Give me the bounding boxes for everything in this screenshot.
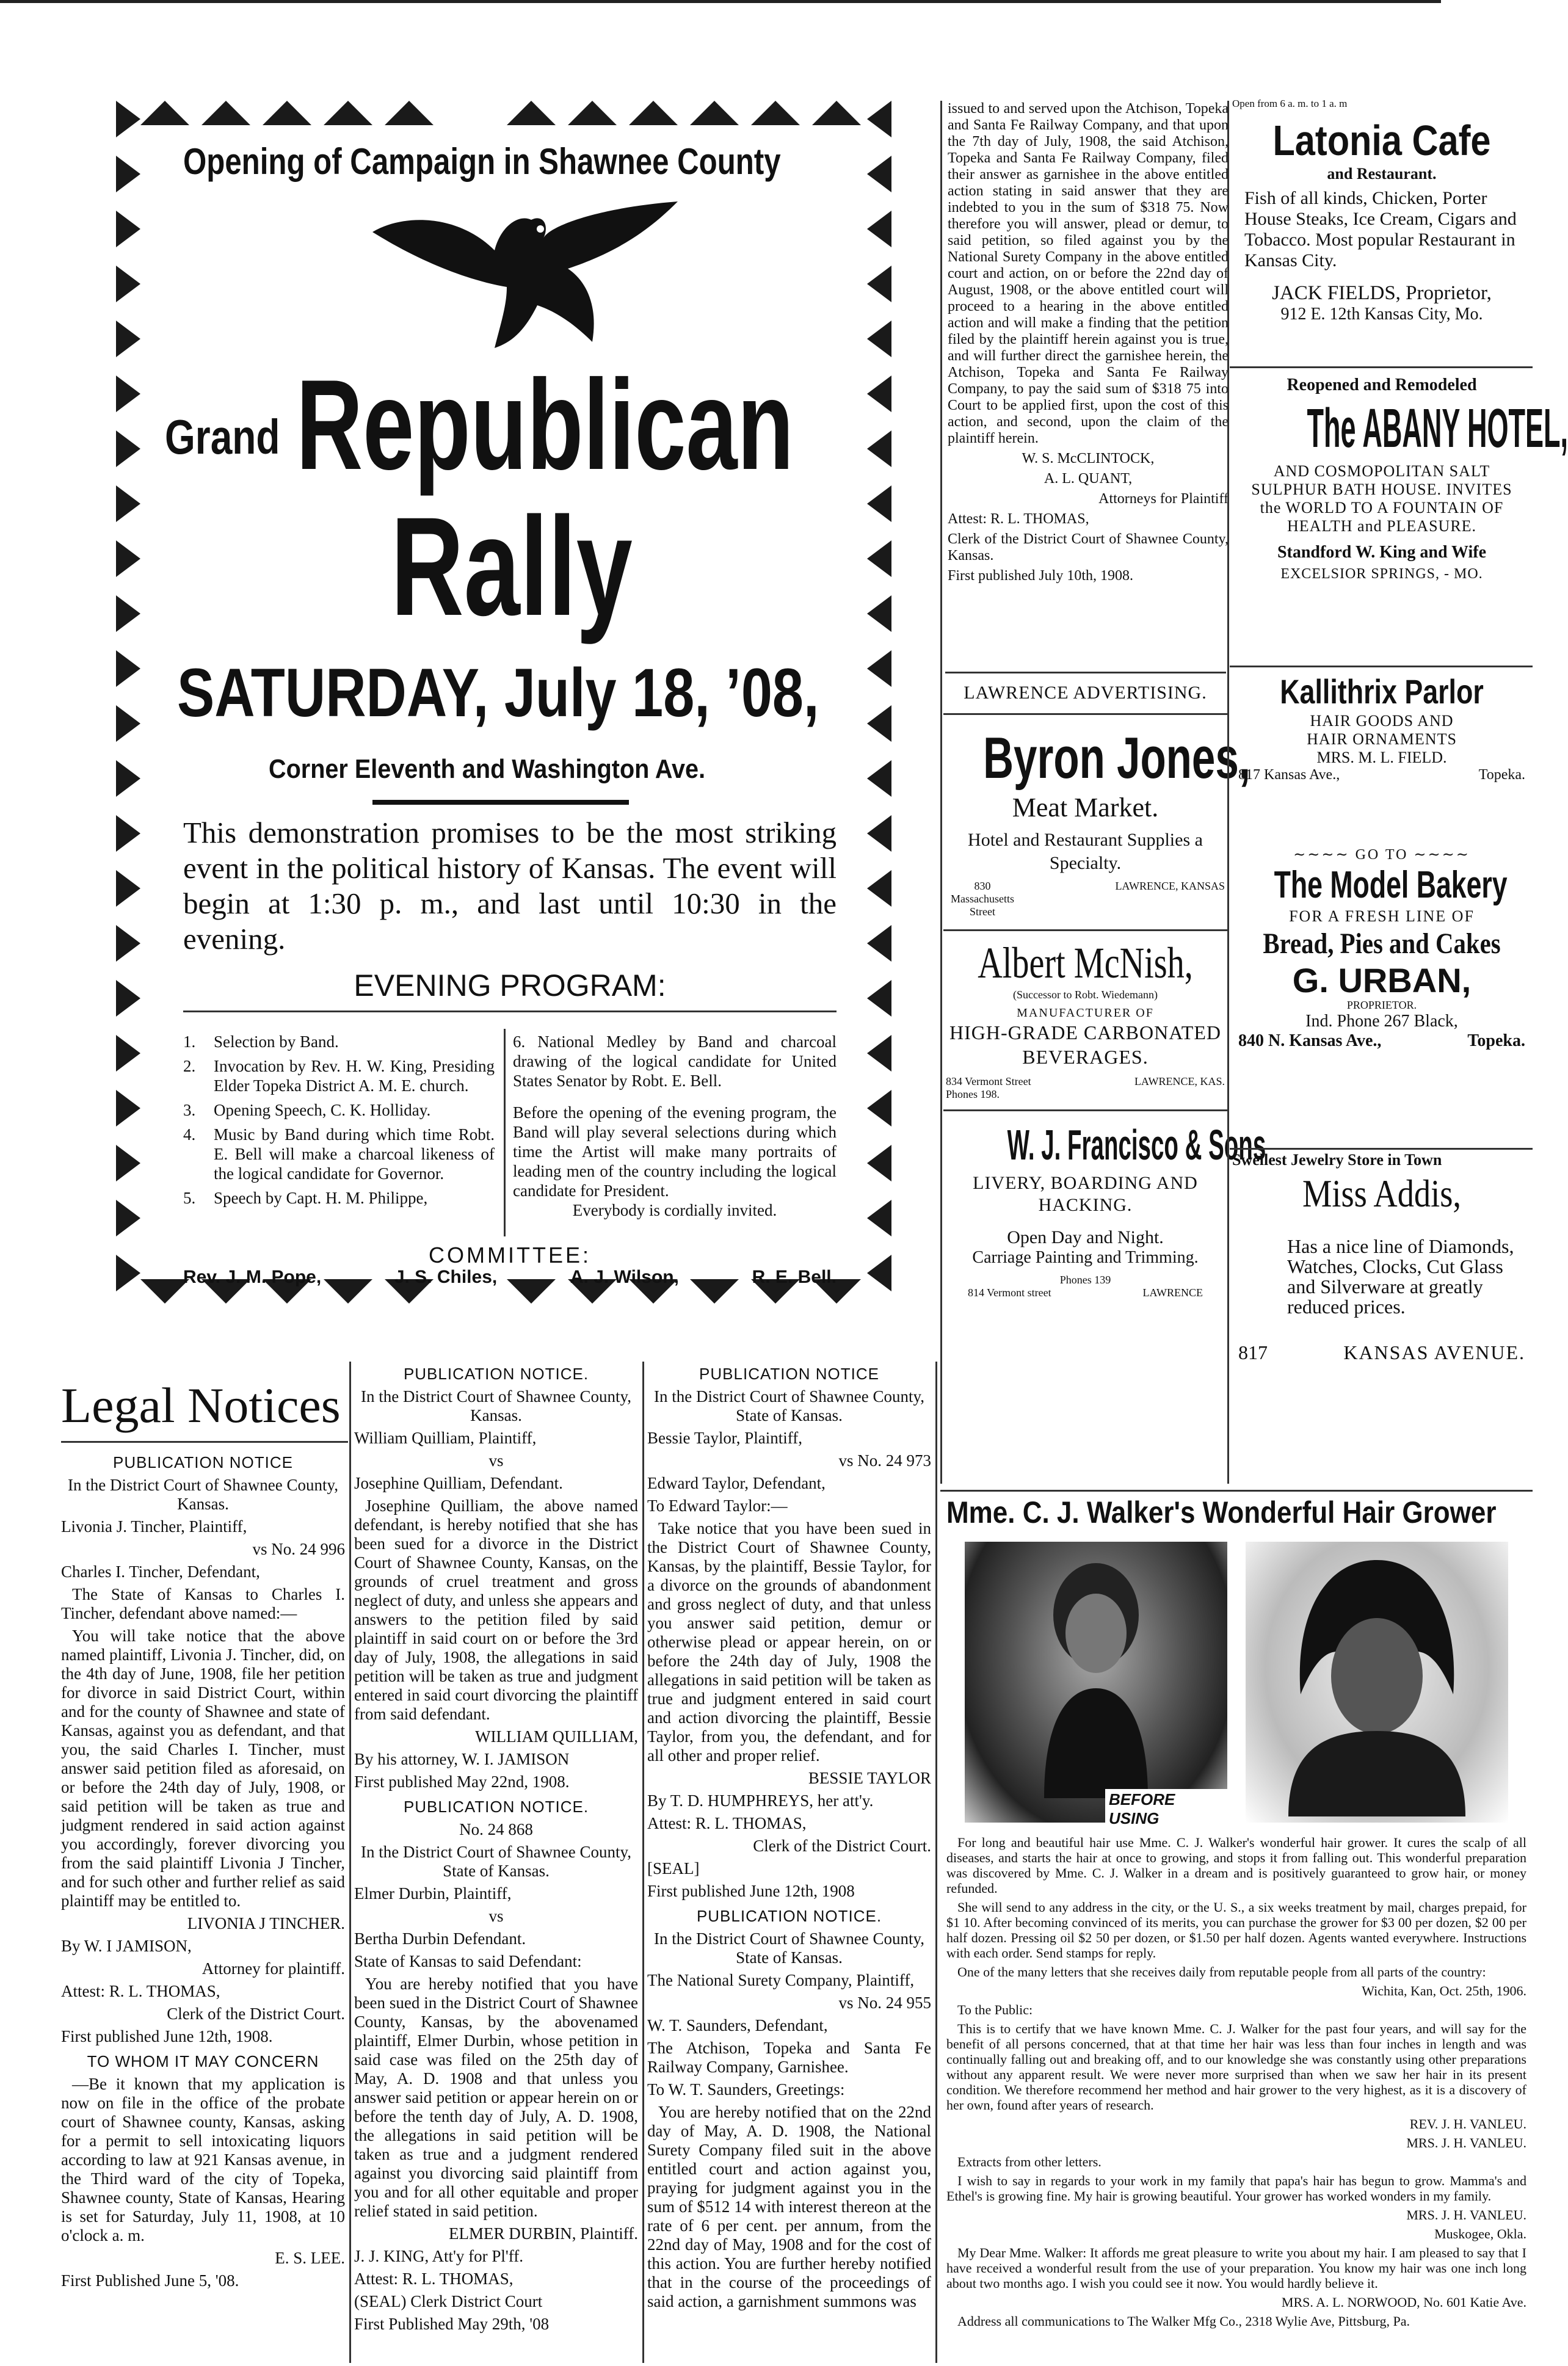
notice-text: Josephine Quilliam, the above named defendant, is hereby notified that she has been sued for a divorce in the District Court of Shawnee County, Kansas, on the grounds of cruel treatment and gross neglect of duty, and unless she appears and answers to the petition filed by said plaintiff in said court on or before the 3rd day of July, 1908, the allegations in said petition will be taken as true and judgment entered in said court divorcing the plaintiff from said defendant. bbox=[354, 1497, 638, 1723]
walker-before-label: BEFORE USING bbox=[1105, 1789, 1227, 1829]
abany-proprietor: Standford W. King and Wife bbox=[1277, 543, 1487, 562]
lawrence-header: LAWRENCE ADVERTISING. bbox=[964, 683, 1207, 703]
addis-street: KANSAS AVENUE. bbox=[1343, 1341, 1525, 1363]
rally-headline: Opening of Campaign in Shawnee County bbox=[183, 141, 781, 182]
eagle-icon bbox=[366, 189, 684, 354]
walker-paragraph: My Dear Mme. Walker: It affords me great pleasure to write you about my hair. I am pleased to say that I have received a wonderful result from the use of your preparation. You know my hair was one inch long about two months ago. I wish you could see it now. You would hardly believe it. bbox=[946, 2245, 1526, 2291]
byron-jones-sub: Hotel and Restaurant Supplies a Specialty. bbox=[968, 830, 1203, 873]
notice-text: By W. I JAMISON, bbox=[61, 1937, 192, 1955]
byron-jones-footer bbox=[943, 880, 1227, 918]
program-right-text: National Medley by Band and charcoal drawing of the logical candidate for United States Senator by Robt. E. Bell. bbox=[513, 1032, 837, 1090]
francisco-name: W. J. Francisco & Sons bbox=[1007, 1121, 1266, 1169]
kallithrix-name: Kallithrix Parlor bbox=[1280, 672, 1484, 711]
notice-heading: TO WHOM IT MAY CONCERN bbox=[87, 2052, 319, 2070]
francisco-open: Open Day and Night. bbox=[1007, 1227, 1164, 1247]
committee-member: Rev. J. M. Pope, bbox=[183, 1267, 322, 1287]
bakery-name: The Model Bakery bbox=[1274, 864, 1508, 906]
committee-member: J. S. Chiles, bbox=[394, 1267, 498, 1287]
notice-text: The Atchison, Topeka and Santa Fe Railway Company, Garnishee. bbox=[647, 2039, 931, 2076]
notice-rule bbox=[945, 672, 1226, 673]
walker-photo-before bbox=[965, 1542, 1227, 1827]
garnishee-sign3: Attorneys for Plaintiff bbox=[1098, 491, 1229, 507]
walker-paragraph: She will send to any address in the city, or the U. S., a six weeks treatment by mail, charges prepaid, for $1 10. After becoming convinced of its merits, you can purchase the grower for $3 00 per dozen, $2 00 per half dozen. Pressing oil $2 50 per dozen, or $1.50 per half dozen. Agents wanted everywhere. Instructions with each order. Send stamps for reply. bbox=[946, 1900, 1526, 1961]
walker-before-figure bbox=[1032, 1566, 1160, 1798]
bakery-goto: ∼∼∼∼ GO TO ∼∼∼∼ bbox=[1293, 847, 1470, 863]
left-eagle-border bbox=[92, 76, 159, 1316]
notice-text: In the District Court of Shawnee County, State of Kansas. bbox=[654, 1387, 924, 1424]
byron-jones-line: Meat Market. bbox=[1012, 793, 1159, 822]
rally-title: Rally bbox=[391, 488, 633, 645]
rally-location: Corner Eleventh and Washington Ave. bbox=[269, 754, 706, 784]
walker-paragraph: One of the many letters that she receives daily from reputable people from all parts of the country: bbox=[957, 1964, 1486, 1980]
notice-text: [SEAL] bbox=[647, 1859, 700, 1878]
abany-springs: EXCELSIOR SPRINGS, - MO. bbox=[1280, 566, 1483, 582]
notice-heading: PUBLICATION NOTICE. bbox=[696, 1907, 882, 1925]
walker-photo-after bbox=[1246, 1542, 1508, 1823]
mcnish-name: Albert McNish, bbox=[978, 938, 1193, 987]
notice-text: First Published May 29th, '08 bbox=[354, 2315, 550, 2333]
walker-paragraph: Extracts from other letters. bbox=[957, 2154, 1102, 2169]
addis-footer bbox=[1232, 1317, 1531, 1364]
bakery-city: Topeka. bbox=[1467, 1031, 1525, 1050]
addis-tagline: Swellest Jewelry Store in Town bbox=[1232, 1151, 1442, 1169]
notice-text: The National Surety Company, Plaintiff, bbox=[647, 1971, 915, 1989]
notice-text: WILLIAM QUILLIAM, bbox=[475, 1727, 638, 1746]
right-column-rule bbox=[1227, 101, 1229, 1484]
bakery-rule bbox=[1230, 1148, 1533, 1150]
walker-paragraph: MRS. J. H. VANLEU. bbox=[1406, 2207, 1526, 2223]
program-invite: Everybody is cordially invited. bbox=[572, 1201, 777, 1219]
notice-text: By his attorney, W. I. JAMISON bbox=[354, 1750, 570, 1768]
legal-title-rule bbox=[61, 1441, 348, 1443]
bakery-owner: G. URBAN, bbox=[1292, 961, 1472, 1000]
committee-list bbox=[183, 1267, 837, 1288]
notice-text: Elmer Durbin, Plaintiff, bbox=[354, 1884, 512, 1903]
kallithrix-city: Topeka. bbox=[1478, 767, 1525, 783]
program-item bbox=[183, 1125, 495, 1188]
program-item-num: 2. bbox=[183, 1057, 196, 1075]
legal-divider-3 bbox=[935, 1362, 937, 2363]
model-bakery-ad bbox=[1232, 846, 1531, 1090]
notice-text: William Quilliam, Plaintiff, bbox=[354, 1429, 537, 1447]
committee-title: COMMITTEE: bbox=[429, 1243, 591, 1268]
program-item-text: Opening Speech, C. K. Holliday. bbox=[214, 1101, 431, 1119]
francisco-city: LAWRENCE bbox=[1142, 1286, 1203, 1299]
abany-hotel-ad bbox=[1232, 376, 1568, 656]
program-item-text: Music by Band during which time Robt. E. Bell will make a charcoal likeness of the logical candidate for Governor. bbox=[214, 1125, 495, 1183]
center-column-rule bbox=[940, 101, 942, 1484]
abany-rule bbox=[1230, 666, 1533, 667]
walker-paragraph: MRS. A. L. NORWOOD, No. 601 Katie Ave. bbox=[1281, 2295, 1526, 2310]
latonia-proprietor: JACK FIELDS, Proprietor, bbox=[1272, 282, 1492, 304]
program-left bbox=[183, 1032, 495, 1213]
notice-text: Bessie Taylor, Plaintiff, bbox=[647, 1429, 803, 1447]
notice-heading: PUBLICATION NOTICE. bbox=[403, 1365, 589, 1383]
notice-text: ELMER DURBIN, Plaintiff. bbox=[449, 2224, 638, 2243]
mcnish-manufacturer: MANUFACTURER OF bbox=[1017, 1006, 1154, 1020]
garnishee-published: First published July 10th, 1908. bbox=[948, 568, 1134, 584]
legal-notices-title: Legal Notices bbox=[61, 1377, 341, 1433]
walker-after-figure bbox=[1288, 1554, 1465, 1816]
rally-grand: Grand bbox=[165, 410, 280, 464]
walker-paragraph: Wichita, Kan, Oct. 25th, 1906. bbox=[1362, 1983, 1526, 1998]
legal-column-3 bbox=[647, 1359, 931, 2363]
garnishee-sign2: A. L. QUANT, bbox=[1044, 471, 1133, 487]
kallithrix-line1: HAIR GOODS AND bbox=[1310, 712, 1454, 730]
bakery-fresh: FOR A FRESH LINE OF bbox=[1289, 907, 1475, 925]
latonia-and: and Restaurant. bbox=[1327, 165, 1437, 183]
abany-body: AND COSMOPOLITAN SALT SULPHUR BATH HOUSE. INVITES the WORLD TO A FOUNTAIN OF HEALTH and PLEASURE. bbox=[1251, 462, 1512, 535]
program-item-num: 4. bbox=[183, 1125, 196, 1144]
program-right bbox=[513, 1032, 837, 1220]
bakery-address: 840 N. Kansas Ave., bbox=[1238, 1031, 1382, 1050]
notice-text: vs bbox=[488, 1451, 504, 1470]
notice-text: Bertha Durbin Defendant. bbox=[354, 1929, 526, 1948]
mcnish-address: 834 Vermont Street Phones 198. bbox=[946, 1075, 1031, 1100]
bakery-goto-text: GO TO bbox=[1355, 847, 1409, 863]
program-item bbox=[183, 1100, 495, 1125]
program-item-num: 1. bbox=[183, 1032, 196, 1051]
abany-reopened: Reopened and Remodeled bbox=[1287, 376, 1477, 394]
garnishee-sign1: W. S. McCLINTOCK, bbox=[1022, 451, 1155, 466]
notice-text: vs No. 24 973 bbox=[838, 1451, 931, 1470]
notice-text: E. S. LEE. bbox=[275, 2249, 345, 2267]
program-item bbox=[183, 1032, 495, 1056]
right-eagle-border bbox=[849, 76, 916, 1316]
program-note: Before the opening of the evening program, the Band will play several selections during which time the Artist will make many portraits of leading men of the country including the logical candidate for President. bbox=[513, 1103, 837, 1200]
notice-text: Take notice that you have been sued in the District Court of Shawnee County, Kansas, by the plaintiff, Bessie Taylor, for a divorce on the grounds of abandonment and gross neglect of duty, and that unless you answer said petition, demur or otherwise plead or appear herein, on or before the 24th day of July, 1908 the allegations in said petition will be taken as true and judgment entered in said court and action divorcing the plaintiff, Bessie Taylor, from you, the defendant, and for all other and proper relief. bbox=[647, 1519, 931, 1765]
program-item-text: Selection by Band. bbox=[214, 1032, 339, 1051]
notice-text: Attest: R. L. THOMAS, bbox=[647, 1814, 807, 1832]
walker-paragraph: Muskogee, Okla. bbox=[1434, 2226, 1526, 2241]
notice-text: You are hereby notified that you have been sued in the District Court of Shawnee County, Kansas, by the abovenamed plaintiff, Elmer Durbin, whose petition in said case was filed on the 25th day of May, A. D. 1908 and that unless you answer said petition or appear herein on or before the tenth day of July, A. D. 1908, the allegations in said petition will be taken as true and a judgment rendered against you divorcing said plaintiff from you and for all other equitable and proper relief stated in said petition. bbox=[354, 1975, 638, 2220]
byron-jones-city: LAWRENCE, KANSAS bbox=[1115, 880, 1225, 892]
notice-text: vs No. 24 955 bbox=[838, 1994, 931, 2012]
latonia-hours: Open from 6 a. m. to 1 a. m bbox=[1232, 98, 1348, 109]
kallithrix-footer bbox=[1232, 767, 1531, 783]
mcnish-products: HIGH-GRADE CARBONATED BEVERAGES. bbox=[949, 1022, 1221, 1068]
abany-name: The ABANY HOTEL, bbox=[1307, 398, 1568, 459]
notice-text: Edward Taylor, Defendant, bbox=[647, 1474, 826, 1492]
notice-text: First published June 12th, 1908 bbox=[647, 1882, 855, 1900]
notice-text: W. T. Saunders, Defendant, bbox=[647, 2016, 828, 2034]
francisco-phones: Phones 139 bbox=[1059, 1274, 1111, 1286]
legal-divider-2 bbox=[642, 1362, 644, 2363]
garnishee-clerk: Clerk of the District Court of Shawnee County, Kansas. bbox=[948, 531, 1229, 564]
walker-paragraph: For long and beautiful hair use Mme. C. J. Walker's wonderful hair grower. It cures the scalp of all diseases, and starts the hair at once to growing, and stops it from falling out. This wonderful preparation was discovered by Mme. C. J. Walker in a dream and is positively guaranteed to grow hair, or money refunded. bbox=[946, 1835, 1526, 1896]
mcnish-footer bbox=[943, 1075, 1227, 1101]
notice-text: LIVONIA J TINCHER. bbox=[187, 1914, 345, 1932]
program-item-num: 3. bbox=[183, 1101, 196, 1119]
miss-addis-ad bbox=[1232, 1151, 1531, 1481]
notice-text: (SEAL) Clerk District Court bbox=[354, 2292, 543, 2310]
latonia-body: Fish of all kinds, Chicken, Porter House Steaks, Ice Cream, Cigars and Tobacco. Most popular Restaurant in Kansas City. bbox=[1244, 188, 1517, 270]
notice-text: Livonia J. Tincher, Plaintiff, bbox=[61, 1517, 247, 1536]
notice-text: Attest: R. L. THOMAS, bbox=[354, 2270, 514, 2288]
committee-member: R. E. Bell. bbox=[752, 1267, 837, 1287]
garnishee-notice-continued bbox=[948, 101, 1229, 662]
legal-column-1 bbox=[61, 1447, 345, 2360]
notice-text: J. J. KING, Att'y for Pl'ff. bbox=[354, 2247, 523, 2265]
notice-text: vs No. 24 996 bbox=[252, 1540, 345, 1558]
francisco-footer bbox=[943, 1286, 1227, 1299]
latonia-name: Latonia Cafe bbox=[1272, 117, 1491, 164]
bakery-proprietor: PROPRIETOR. bbox=[1346, 999, 1417, 1011]
notice-text: You are hereby notified that on the 22nd day of May, A. D. 1908, the National Surety Company filed suit in the above entitled court and action against you, praying for judgment against you in the sum of $512 14 with interest thereon at the rate of 6 per cent. per annum, from the 22nd day of May, 1908 and for the cost of this action. You are further hereby notified that in the course of the proceedings of said action, a garnishment summons was bbox=[647, 2103, 931, 2310]
notice-text: In the District Court of Shawnee County, State of Kansas. bbox=[361, 1843, 631, 1880]
garnishee-attest: Attest: R. L. THOMAS, bbox=[948, 511, 1089, 527]
mcnish-successor: (Successor to Robt. Wiedemann) bbox=[1013, 989, 1158, 1001]
notice-text: In the District Court of Shawnee County, State of Kansas. bbox=[654, 1929, 924, 1967]
notice-heading: PUBLICATION NOTICE. bbox=[403, 1798, 589, 1816]
walker-paragraph: MRS. J. H. VANLEU. bbox=[1406, 2135, 1526, 2150]
notice-text: Attest: R. L. THOMAS, bbox=[61, 1982, 220, 2000]
addis-name: Miss Addis, bbox=[1302, 1172, 1461, 1215]
program-item-text: Invocation by Rev. H. W. King, Presiding Elder Topeka District A. M. E. church. bbox=[214, 1057, 495, 1095]
notice-heading: PUBLICATION NOTICE bbox=[699, 1365, 879, 1383]
notice-text: Clerk of the District Court. bbox=[753, 1837, 931, 1855]
lawrence-rule bbox=[943, 713, 1227, 715]
program-item-text: Speech by Capt. H. M. Philippe, bbox=[214, 1189, 428, 1207]
rally-date: SATURDAY, July 18, ’08, bbox=[177, 655, 819, 731]
bakery-footer bbox=[1232, 1031, 1531, 1051]
notice-text: In the District Court of Shawnee County, Kansas. bbox=[68, 1476, 338, 1513]
program-right-num: 6. bbox=[513, 1032, 526, 1051]
program-item bbox=[183, 1056, 495, 1100]
committee-member: A. J. Wilson, bbox=[570, 1267, 679, 1287]
notice-text: The State of Kansas to Charles I. Tincher, defendant above named:— bbox=[61, 1585, 345, 1622]
rally-ad bbox=[92, 76, 916, 1316]
byron-jones-address: 830 Massachusetts Street bbox=[951, 880, 1014, 918]
program-item bbox=[183, 1188, 495, 1213]
notice-text: To Edward Taylor:— bbox=[647, 1497, 788, 1515]
rally-republican: Republican bbox=[296, 353, 794, 496]
legal-divider-1 bbox=[349, 1362, 351, 2363]
francisco-services: LIVERY, BOARDING AND HACKING. bbox=[973, 1173, 1198, 1215]
walker-paragraph: To the Public: bbox=[957, 2002, 1033, 2017]
mcnish-rule bbox=[943, 1109, 1227, 1111]
notice-text: By T. D. HUMPHREYS, her att'y. bbox=[647, 1791, 874, 1810]
notice-text: First published May 22nd, 1908. bbox=[354, 1773, 570, 1791]
walker-text bbox=[946, 1835, 1526, 2360]
notice-text: You will take notice that the above named plaintiff, Livonia J. Tincher, did, on the 4th day of June, 1908, file her petition for divorce in said District Court, within and for the county of Shawnee and state of Kansas, against you as defendant, and that you, the said Charles I. Tincher, must answer said petition filed as aforesaid, on or before the 24th day of July, 1908, or said petition will be taken as true and judgment rendered in said action against you accordingly, forever divorcing you from the said plaintiff Livonia J Tincher, and for such other and further relief as said plaintiff may be entitled to. bbox=[61, 1627, 345, 1910]
top-rule bbox=[0, 0, 1441, 3]
notice-text: Attorney for plaintiff. bbox=[201, 1959, 345, 1978]
latonia-address: 912 E. 12th Kansas City, Mo. bbox=[1280, 305, 1483, 324]
walker-paragraph: REV. J. H. VANLEU. bbox=[1409, 2116, 1526, 2132]
kallithrix-owner: MRS. M. L. FIELD. bbox=[1316, 749, 1447, 766]
kallithrix-line2: HAIR ORNAMENTS bbox=[1307, 730, 1457, 748]
notice-text: First published June 12th, 1908. bbox=[61, 2027, 273, 2045]
walker-paragraph: Address all communications to The Walker Mfg Co., 2318 Wylie Ave, Pittsburg, Pa. bbox=[957, 2313, 1410, 2329]
walker-top-rule bbox=[940, 1490, 1533, 1492]
notice-text: Josephine Quilliam, Defendant. bbox=[354, 1474, 563, 1492]
program-title: EVENING PROGRAM: bbox=[354, 968, 666, 1003]
walker-paragraph: I wish to say in regards to your work in my family that papa's hair has begun to grow. Mamma's and Ethel's is growing fine. My hair is growing beautiful. Your grower has worked wonders in my family. bbox=[946, 2173, 1526, 2204]
program-item-num: 5. bbox=[183, 1189, 196, 1207]
byron-jones-name: Byron Jones, bbox=[983, 725, 1250, 791]
kallithrix-parlor-ad bbox=[1232, 672, 1531, 806]
francisco-address: 814 Vermont street bbox=[968, 1286, 1051, 1299]
notice-text: —Be it known that my application is now on file in the office of the probate court of Shawnee county, Kansas, asking for a permit to sell intoxicating liquors according to law at 921 Kansas avenue, in the Third ward of the city of Topeka, Shawnee county, State of Kansas, Hearing is set for Saturday, July 11, 1908, at 10 o'clock a. m. bbox=[61, 2075, 345, 2244]
rally-divider bbox=[372, 800, 629, 805]
addis-address: 817 bbox=[1238, 1341, 1268, 1363]
notice-text: BESSIE TAYLOR bbox=[808, 1769, 931, 1787]
notice-text: No. 24 868 bbox=[459, 1820, 533, 1838]
bakery-goods: Bread, Pies and Cakes bbox=[1263, 927, 1501, 960]
garnishee-text: issued to and served upon the Atchison, Topeka and Santa Fe Railway Company, and that upon the 7th day of July, 1908, the said Atchison, Topeka and Santa Fe Railway Company, filed their answer as garnishee in the above entitled action stating in said answer that they are indebted to you in the sum of $318 75. Now therefore you will answer, plead or demur, to said petition, so filed against you by the National Surety Company in the above entitled court and action, on or before the 22nd day of August, 1908, or the above entitled court will proceed to a hearing in the above entitled action and will make a finding that the petition filed by the plaintiff herein against you is true, and will further direct the garnishee herein, the Atchison, Topeka and Santa Fe Railway Company, to pay the said sum of $318 75 into Court to be applied first, upon the cost of this action, and second, upon the claim of the plaintiff herein. bbox=[948, 101, 1229, 446]
notice-text: First Published June 5, '08. bbox=[61, 2271, 239, 2290]
notice-heading: PUBLICATION NOTICE bbox=[113, 1453, 293, 1471]
notice-text: State of Kansas to said Defendant: bbox=[354, 1952, 582, 1970]
notice-text: In the District Court of Shawnee County, Kansas. bbox=[361, 1387, 631, 1424]
mcnish-city: LAWRENCE, KAS. bbox=[1134, 1075, 1225, 1087]
latonia-rule bbox=[1230, 366, 1533, 368]
legal-column-2 bbox=[354, 1359, 638, 2363]
walker-ad bbox=[940, 1490, 1533, 2363]
walker-paragraph: This is to certify that we have known Mme. C. J. Walker for the past four years, and will say for the benefit of all persons concerned, that at that time her hair was less than four inches in length and was continually falling out and breaking off, and to our knowledge she was constantly using other preparations without any apparent result. We were never more surprised than when we saw her hair in its present condition. We therefore recommend her method and hair grower to the very highest, as it is a discovery of her own, found after years of research. bbox=[946, 2021, 1526, 2113]
notice-text: Charles I. Tincher, Defendant, bbox=[61, 1562, 260, 1581]
byron-rule bbox=[943, 929, 1227, 931]
walker-title: Mme. C. J. Walker's Wonderful Hair Grower bbox=[946, 1495, 1497, 1530]
notice-text: To W. T. Saunders, Greetings: bbox=[647, 2080, 845, 2099]
top-eagle-border bbox=[128, 95, 879, 131]
program-rule bbox=[183, 1011, 837, 1012]
bakery-phone: Ind. Phone 267 Black, bbox=[1305, 1012, 1458, 1031]
addis-body: Has a nice line of Diamonds, Watches, Clocks, Cut Glass and Silverware at greatly reduced prices. bbox=[1287, 1235, 1514, 1318]
program-divider bbox=[504, 1029, 506, 1236]
francisco-painting: Carriage Painting and Trimming. bbox=[972, 1248, 1199, 1267]
notice-text: Clerk of the District Court. bbox=[167, 2005, 345, 2023]
kallithrix-address: 817 Kansas Ave., bbox=[1238, 767, 1340, 783]
rally-intro: This demonstration promises to be the most striking event in the political history of Kansas. The event will begin at 1:30 p. m., and last until 10:30 in the evening. bbox=[183, 816, 837, 956]
notice-text: vs bbox=[488, 1907, 504, 1925]
